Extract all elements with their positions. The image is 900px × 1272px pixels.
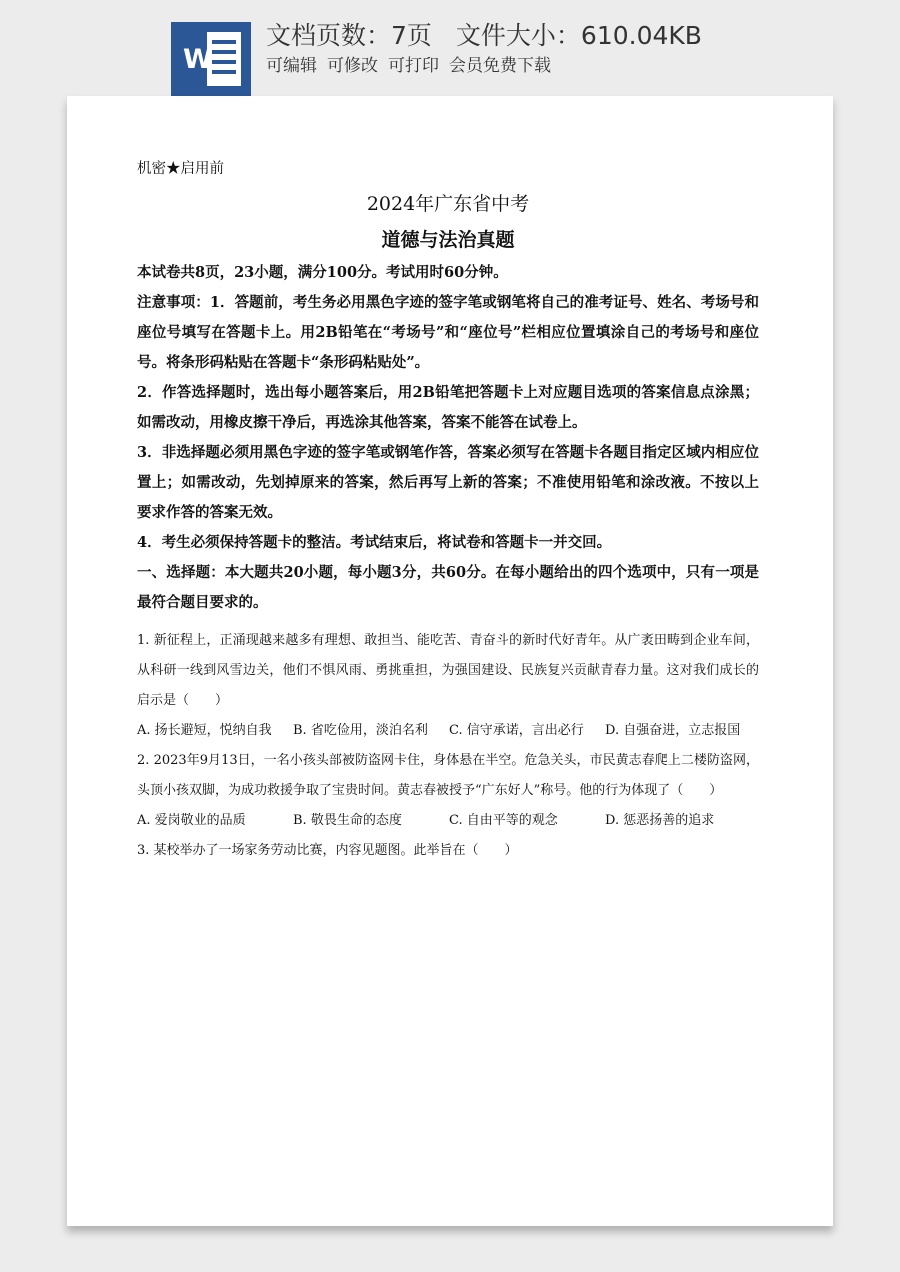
option-a: A. 爱岗敬业的品质 [137, 813, 246, 828]
confidential-mark: 机密★启用前 [137, 161, 224, 177]
note-2: 2．作答选择题时，选出每小题答案后，用2B铅笔把答题卡上对应题目选项的答案信息点涂黑；如需改动，用橡皮擦干净后，再选涂其他答案，答案不能答在试卷上。 [137, 384, 759, 431]
question-1-stem: 1. 新征程上，正涌现越来越多有理想、敢担当、能吃苦、青奋斗的新时代好青年。从广袤田畴到企业车间，从科研一线到风雪边关，他们不惧风雨、勇挑重担，为强国建设、民族复兴贡献青春力量。这对我们成长的启示是（ ） [137, 633, 759, 708]
option-b: B. 省吃俭用，淡泊名利 [293, 723, 428, 738]
option-a: A. 扬长避短，悦纳自我 [137, 723, 272, 738]
exam-title: 2024年广东省中考 [366, 193, 530, 215]
question-1-options [137, 716, 759, 746]
note-3: 3．非选择题必须用黑色字迹的签字笔或钢笔作答，答案必须写在答题卡各题目指定区域内相应位置上；如需改动，先划掉原来的答案，然后再写上新的答案；不准使用铅笔和涂改液。不按以上要求作答的答案无效。 [137, 444, 759, 521]
question-2-stem: 2. 2023年9月13日，一名小孩头部被防盗网卡住，身体悬在半空。危急关头，市民黄志春爬上二楼防盗网，头顶小孩双脚，为成功救援争取了宝贵时间。黄志春被授予“广东好人”称号。他的行为体现了（ ） [137, 753, 759, 798]
word-document-icon: W [171, 22, 251, 96]
option-d: D. 惩恶扬善的追求 [605, 813, 715, 828]
option-c: C. 自由平等的观念 [449, 813, 558, 828]
feature-editable: 可编辑 [266, 56, 317, 76]
document-page [67, 96, 833, 1226]
question-3-stem: 3. 某校举办了一场家务劳动比赛，内容见题图。此举旨在（ ） [137, 843, 518, 858]
question-2-options [137, 806, 759, 836]
page-count: 文档页数：7页 [266, 21, 432, 50]
section-heading: 一、选择题：本大题共20小题，每小题3分，共60分。在每小题给出的四个选项中，只有一项是最符合题目要求的。 [137, 564, 759, 611]
file-info [266, 20, 702, 52]
download-banner [0, 0, 900, 96]
exam-subtitle: 道德与法治真题 [381, 229, 515, 251]
note-4: 4．考生必须保持答题卡的整洁。考试结束后，将试卷和答题卡一并交回。 [137, 534, 612, 551]
document-content [137, 156, 759, 866]
option-d: D. 自强奋进，立志报国 [605, 723, 741, 738]
file-size: 文件大小：610.04KB [455, 21, 702, 50]
feature-modifiable: 可修改 [327, 56, 378, 76]
feature-printable: 可打印 [388, 56, 439, 76]
exam-intro: 本试卷共8页，23小题，满分100分。考试用时60分钟。 [137, 264, 508, 281]
feature-member-download: 会员免费下载 [449, 56, 551, 76]
feature-list [266, 54, 561, 78]
option-c: C. 信守承诺，言出必行 [449, 723, 584, 738]
note-1: 注意事项：1．答题前，考生务必用黑色字迹的签字笔或钢笔将自己的准考证号、姓名、考场号和座位号填写在答题卡上。用2B铅笔在“考场号”和“座位号”栏相应位置填涂自己的考场号和座位号。将条形码粘贴在答题卡“条形码粘贴处”。 [137, 294, 759, 371]
option-b: B. 敬畏生命的态度 [293, 813, 402, 828]
